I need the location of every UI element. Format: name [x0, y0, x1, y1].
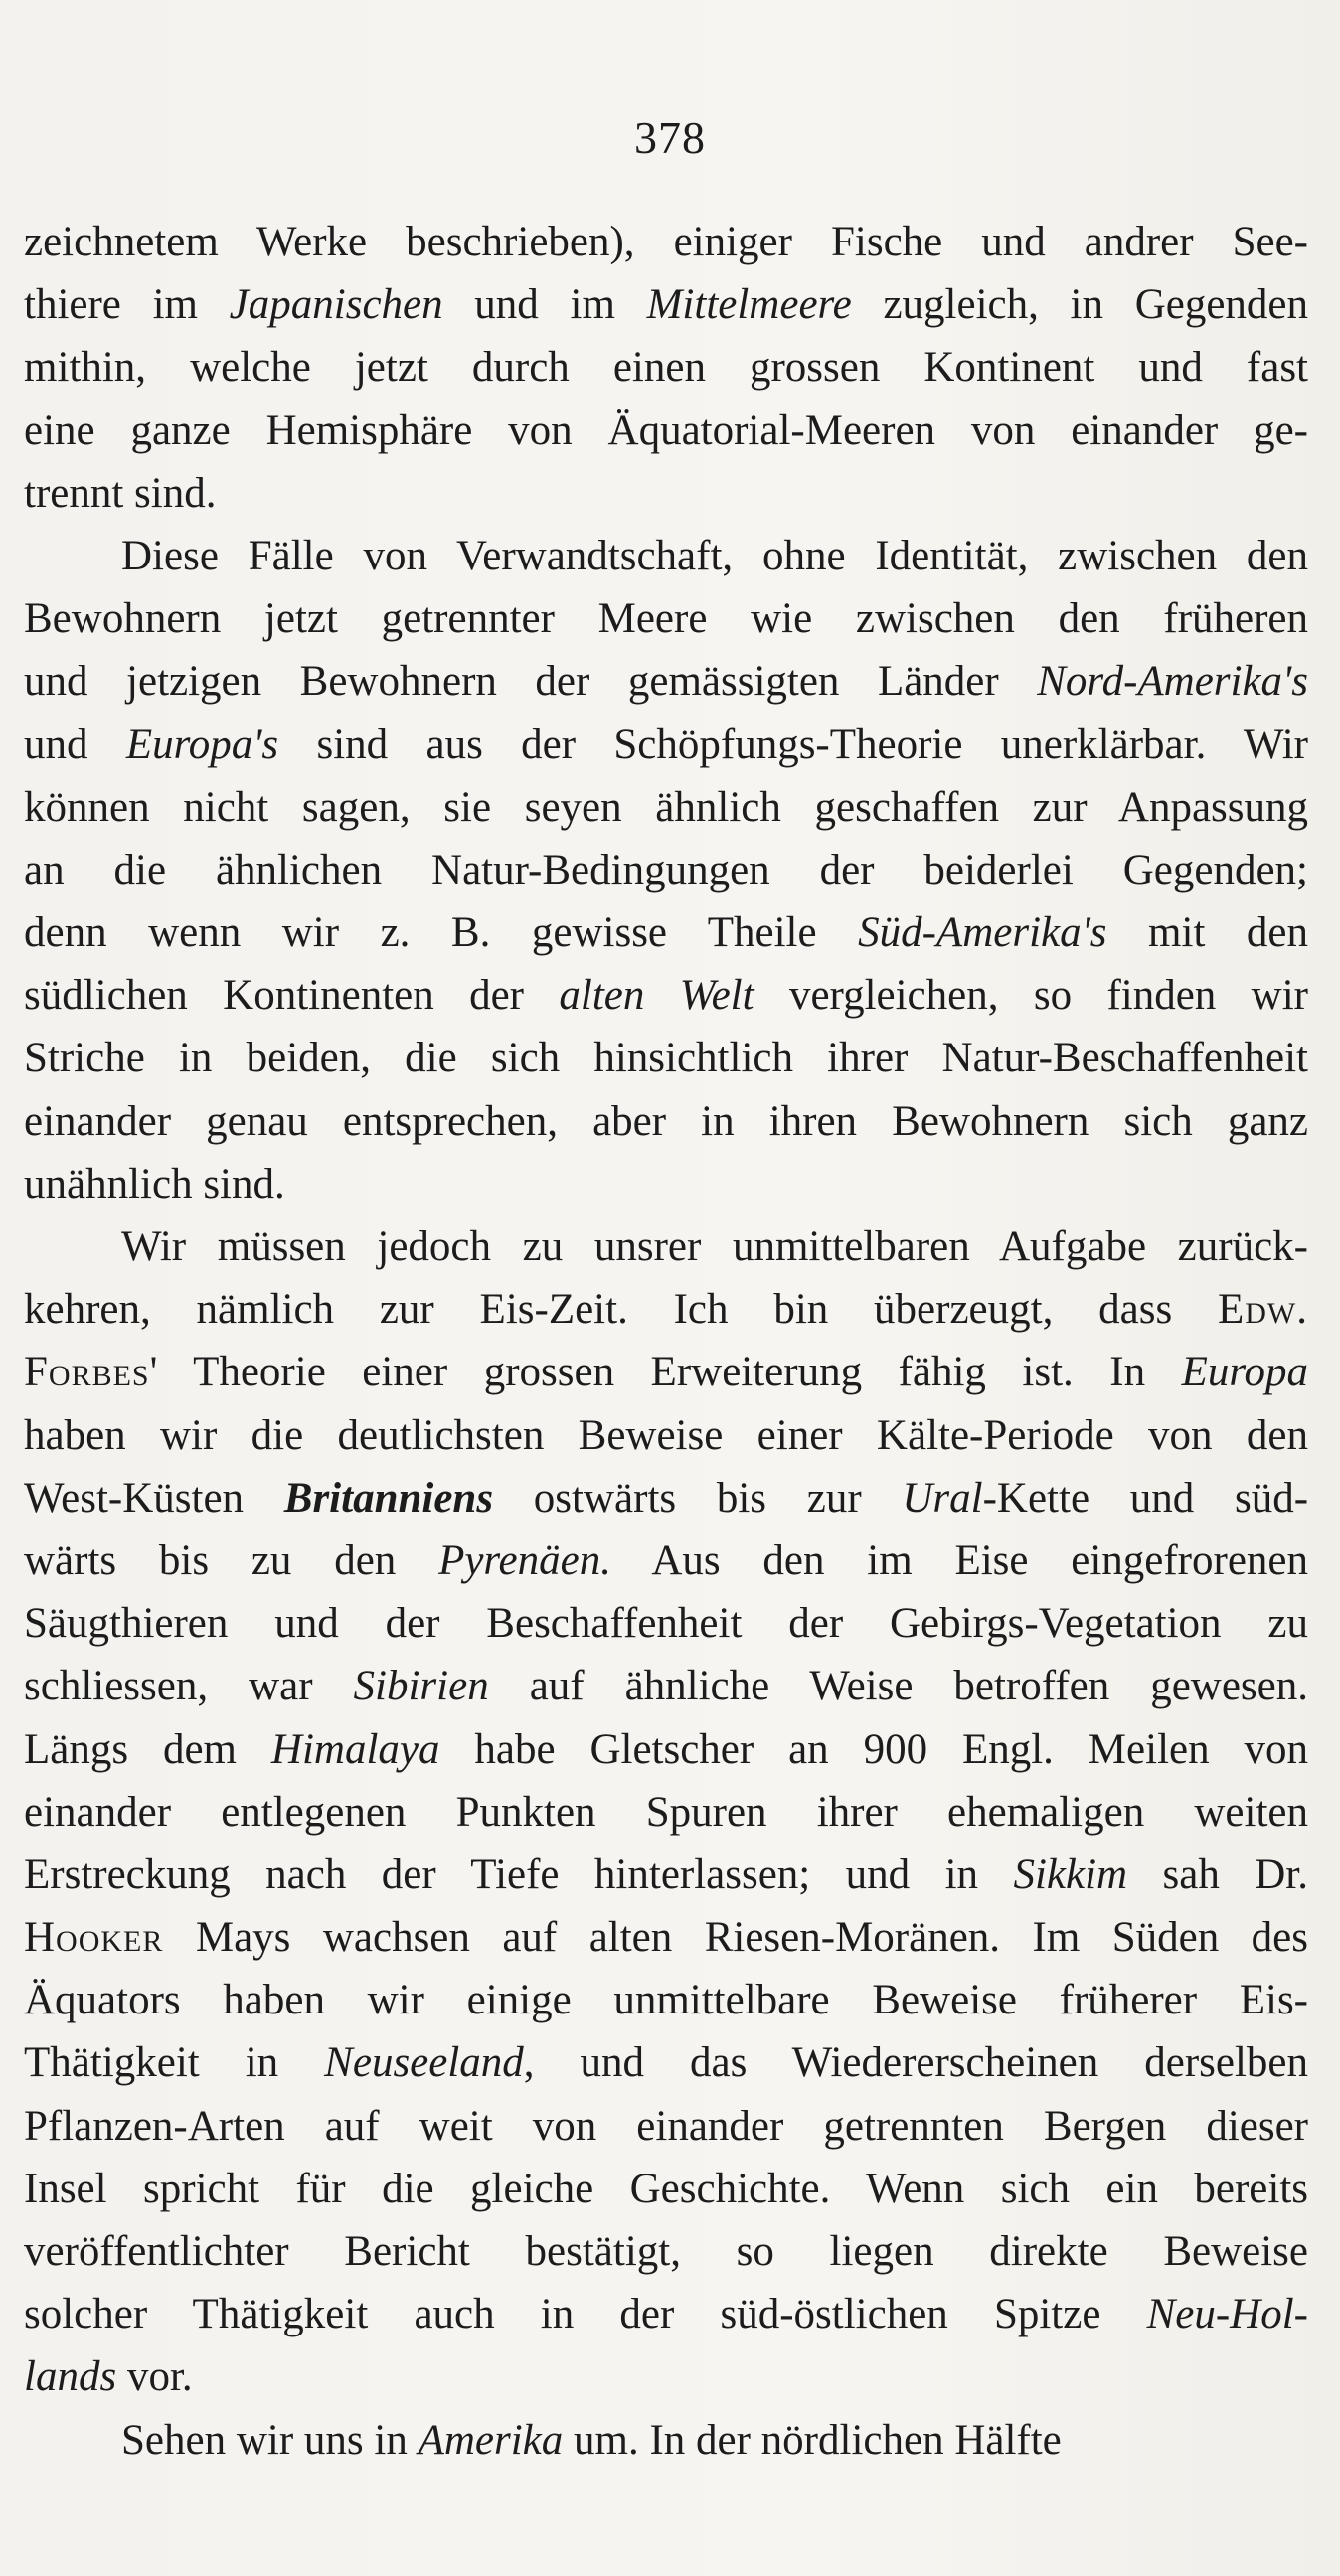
- text-line: Hooker Mays wachsen auf alten Riesen-Moränen. Im Süden des: [24, 1914, 1308, 1962]
- text-line: Diese Fälle von Verwandtschaft, ohne Identität, zwischen den: [121, 532, 1308, 579]
- text-line: veröffentlichter Bericht bestätigt, so liegen direkte Beweise: [24, 2228, 1308, 2275]
- text-line: wärts bis zu den Pyrenäen. Aus den im Eise eingefrorenen: [24, 1536, 1308, 1584]
- text-line: Wir müssen jedoch zu unsrer unmittelbaren Aufgabe zurück-: [121, 1223, 1308, 1270]
- text-line: haben wir die deutlichsten Beweise einer Kälte-Periode von den: [24, 1411, 1308, 1459]
- text-line: Bewohnern jetzt getrennter Meere wie zwischen den früheren: [24, 595, 1308, 643]
- text-line: Säugthieren und der Beschaffenheit der Gebirgs-Vegetation zu: [24, 1600, 1308, 1648]
- text-line: Insel spricht für die gleiche Geschichte. Wenn sich ein bereits: [24, 2165, 1308, 2212]
- text-line: kehren, nämlich zur Eis-Zeit. Ich bin überzeugt, dass Edw.: [24, 1286, 1308, 1334]
- text-line: können nicht sagen, sie seyen ähnlich geschaffen zur Anpassung: [24, 783, 1308, 831]
- text-line: Forbes' Theorie einer grossen Erweiterung fähig ist. In Europa: [24, 1349, 1308, 1396]
- text-line: denn wenn wir z. B. gewisse Theile Süd-Amerika's mit den: [24, 909, 1308, 957]
- text-line: Längs dem Himalaya habe Gletscher an 900 Engl. Meilen von: [24, 1725, 1308, 1773]
- text-line: Erstreckung nach der Tiefe hinterlassen; und in Sikkim sah Dr.: [24, 1851, 1308, 1898]
- text-line: Sehen wir uns in Amerika um. In der nördlichen Hälfte: [121, 2416, 1062, 2464]
- text-line: thiere im Japanischen und im Mittelmeere zugleich, in Gegenden: [24, 281, 1308, 329]
- text-line: einander entlegenen Punkten Spuren ihrer ehemaligen weiten: [24, 1788, 1308, 1836]
- text-line: Pflanzen-Arten auf weit von einander getrennten Bergen dieser: [24, 2102, 1308, 2150]
- body-text: [24, 211, 1308, 2472]
- text-line: einander genau entsprechen, aber in ihren Bewohnern sich ganz: [24, 1097, 1308, 1145]
- text-line: Striche in beiden, die sich hinsichtlich ihrer Natur-Beschaffenheit: [24, 1035, 1308, 1082]
- text-line: mithin, welche jetzt durch einen grossen Kontinent und fast: [24, 344, 1308, 392]
- text-line: an die ähnlichen Natur-Bedingungen der beiderlei Gegenden;: [24, 846, 1308, 893]
- text-line: und Europa's sind aus der Schöpfungs-Theorie unerklärbar. Wir: [24, 721, 1308, 768]
- text-line: solcher Thätigkeit auch in der süd-östlichen Spitze Neu-Hol-: [24, 2291, 1308, 2338]
- page-number: 378: [634, 112, 706, 163]
- text-line: Äquators haben wir einige unmittelbare Beweise früherer Eis-: [24, 1977, 1308, 2024]
- text-line: eine ganze Hemisphäre von Äquatorial-Meeren von einander ge-: [24, 406, 1308, 454]
- text-line: unähnlich sind.: [24, 1160, 285, 1208]
- text-line: südlichen Kontinenten der alten Welt vergleichen, so finden wir: [24, 972, 1308, 1020]
- text-line: und jetzigen Bewohnern der gemässigten Länder Nord-Amerika's: [24, 658, 1308, 706]
- text-line: Thätigkeit in Neuseeland, und das Wiedererscheinen derselben: [24, 2039, 1308, 2087]
- text-line: schliessen, war Sibirien auf ähnliche Weise betroffen gewesen.: [24, 1663, 1308, 1710]
- text-line: trennt sind.: [24, 469, 217, 517]
- text-line: lands vor.: [24, 2353, 193, 2401]
- text-line: zeichnetem Werke beschrieben), einiger Fische und andrer See-: [24, 219, 1308, 265]
- text-line: West-Küsten Britanniens ostwärts bis zur Ural-Kette und süd-: [24, 1474, 1308, 1522]
